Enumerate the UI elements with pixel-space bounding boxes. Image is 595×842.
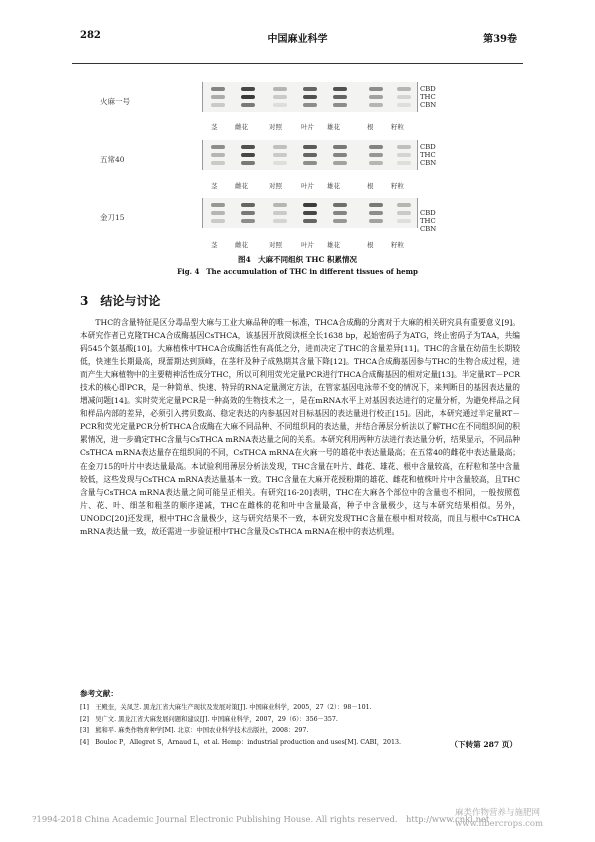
tissue-label: 根 — [367, 182, 374, 190]
tlc-band — [241, 103, 255, 107]
tlc-band — [303, 219, 317, 223]
tlc-band — [333, 103, 347, 107]
tlc-band — [397, 87, 411, 91]
tlc-band — [333, 95, 347, 99]
tissue-label: 茎 — [211, 241, 218, 249]
tissue-label: 籽粒 — [391, 182, 404, 190]
tissue-label: 籽粒 — [391, 241, 404, 249]
tissue-label: 雄花 — [327, 123, 340, 131]
band-label-thc: THC — [420, 151, 436, 159]
tlc-band — [211, 211, 225, 215]
tissue-label: 籽粒 — [391, 123, 404, 131]
copyright-footer: ?1994-2018 China Academic Journal Electronic Publishing House. All rights reserved. http://www.cnki.net — [32, 814, 490, 824]
tlc-band — [241, 95, 255, 99]
reference-item: [2] 吴广文. 黑龙江省大麻发展问题和建议[J]. 中国麻业科学，2007，29（6）：356－357. — [80, 715, 338, 723]
tlc-band — [273, 95, 287, 99]
reference-item: [1] 王殿奎，关凤芝. 黑龙江省大麻生产现状及发展对策[J]. 中国麻业科学，2005，27（2）：98－101. — [80, 704, 372, 711]
tlc-band — [369, 211, 383, 215]
continued-note: （下转第 287 页） — [450, 740, 517, 749]
tlc-band — [369, 203, 383, 207]
tlc-band — [397, 145, 411, 149]
reference-item: [4] Bouloc P，Allegret S，Arnaud L，et al. Hemp：industrial production and uses[M]. CABI，2013. — [80, 738, 402, 746]
gel-panel — [202, 198, 418, 228]
gel-panel — [202, 140, 418, 170]
page-number: 282 — [80, 30, 101, 41]
header-rule — [72, 63, 523, 64]
tlc-band — [333, 211, 347, 215]
band-label-cbd: CBD — [420, 85, 436, 93]
tlc-band — [303, 153, 317, 157]
tlc-band — [369, 219, 383, 223]
tlc-band — [211, 145, 225, 149]
tissue-label: 雌花 — [235, 182, 248, 190]
tlc-band — [333, 203, 347, 207]
tlc-band — [397, 211, 411, 215]
tlc-band — [273, 145, 287, 149]
tlc-band — [369, 145, 383, 149]
references-heading: 参考文献： — [80, 689, 118, 698]
journal-title: 中国麻业科学 — [267, 34, 328, 45]
tlc-band — [241, 87, 255, 91]
band-labels — [420, 209, 436, 233]
tlc-band — [273, 203, 287, 207]
reference-item: [3] 熊和平. 麻类作物育种学[M]. 北京：中国农业科学技术出版社，2008：297. — [80, 727, 309, 734]
tissue-label: 对照 — [269, 123, 282, 131]
tlc-band — [333, 145, 347, 149]
tlc-band — [241, 219, 255, 223]
tlc-band — [241, 145, 255, 149]
tlc-band — [273, 103, 287, 107]
tlc-band — [303, 161, 317, 165]
tlc-band — [303, 145, 317, 149]
tlc-band — [397, 203, 411, 207]
section-title: 结论与讨论 — [100, 294, 161, 308]
tissue-label: 茎 — [211, 182, 218, 190]
body-paragraph: THC的含量特征是区分毒品型大麻与工业大麻品种的唯一标准，THCA合成酶的分离对于大麻的相关研究具有重要意义[9]。本研究作者已克隆THCA合成酶基因CsTHCA，该基因开放阅读框全长1638 bp，起始密码子为ATG，终止密码子为TAA，共编码545个氨基酸[10]。大麻植株中THCA合成酶活性有高低之分，进而决定了THC的含量差异[11]。THC的含量在幼苗生长期较低，快速生长期最高，现蕾期达到顶峰，在茎秆及种子成熟期其含量下降[12]。THCA合成酶基因参与THC的生物合成过程，进而产生大麻植物中的主要精神活性成分THC，所以可利用荧光定量PCR进行THCA合成酶基因的相对定量[13]。半定量RT－PCR技术的核心即PCR，是一种简单、快速、特异的RNA定量测定方法，在管家基因电泳带不变的情况下，来判断目的基因表达量的增减问题[14]。实时荧光定量PCR是一种高效的生物技术之一，是在mRNA水平上对基因表达进行的定量分析，为避免样品之间和样品内部的差异，必须引入拷贝数高、稳定表达的内参基因对目标基因的表达量进行校正[15]。因此，本研究通过半定量RT－PCR和荧光定量PCR分析THCA合成酶在大麻不同品种、不同组织间的表达量，并结合薄层分析法以了解THC在不同组织间的积累情况，进一步确定THC含量与CsTHCA mRNA表达量之间的关系。本研究利用两种方法进行表达量分析，结果显示，不同品种CsTHCA mRNA表达量存在组织间的不同，CsTHCA mRNA在火麻一号的雄花中表达量最高；在五常40的雌花中表达量最高；在金刀15的叶片中表达量最高。本试验利用薄层分析法发现，THC含量在叶片、雌花、雄花、根中含量较高，在籽粒和茎中含量较低，这些发现与CsTHCA mRNA表达量基本一致。THC含量在大麻开花授粉期的雄花、雌花和植株叶片中含量较高，且THC含量与CsTHCA mRNA表达量之间可能呈正相关。有研究[16-20]表明，THC在大麻各个部位中的含量也不相同，一般按照苞片、花、叶、细茎和粗茎的顺序递减，THC在雌株的花和叶中含量最高，种子中含量极少，这与本研究结果相似。另外，UNODC[20]还发现，根中THC含量极少，这与研究结果不一致，本研究发现THC含量在根中相对较高，而且与根中CsTHCA mRNA表达量一致，故还需进一步验证根中THC含量及CsTHCA mRNA在根中的表达机理。 — [80, 318, 520, 536]
tissue-label: 雄花 — [327, 241, 340, 249]
section-number: 3 — [80, 294, 89, 308]
tissue-label: 对照 — [269, 241, 282, 249]
tlc-band — [369, 103, 383, 107]
tissue-label: 雌花 — [235, 123, 248, 131]
tissue-label: 叶片 — [301, 241, 314, 249]
tlc-band — [397, 153, 411, 157]
tissue-label: 对照 — [269, 182, 282, 190]
variety-label: 金刀15 — [100, 213, 125, 222]
section-heading — [80, 292, 160, 309]
tissue-label: 根 — [367, 123, 374, 131]
tlc-band — [273, 87, 287, 91]
band-label-cbn: CBN — [420, 159, 437, 167]
site-watermark: 麻类作物营养与施肥网 www.fibercrops.com — [455, 808, 544, 829]
tlc-band — [211, 161, 225, 165]
tlc-band — [241, 203, 255, 207]
tissue-label: 叶片 — [301, 182, 314, 190]
tissue-label: 雌花 — [235, 241, 248, 249]
tlc-band — [303, 87, 317, 91]
tlc-band — [333, 161, 347, 165]
tlc-band — [369, 161, 383, 165]
tissue-label: 叶片 — [301, 123, 314, 131]
band-label-cbn: CBN — [420, 225, 437, 233]
band-label-cbd: CBD — [420, 209, 436, 217]
figure-caption-cn: 图4 大麻不同组织 THC 积累情况 — [237, 255, 358, 264]
tlc-band — [303, 95, 317, 99]
tlc-band — [333, 87, 347, 91]
tissue-label: 茎 — [211, 123, 218, 131]
tlc-band — [333, 153, 347, 157]
tissue-label: 根 — [367, 241, 374, 249]
tlc-band — [369, 95, 383, 99]
tlc-band — [303, 203, 317, 207]
tlc-band — [273, 211, 287, 215]
variety-label: 火麻一号 — [100, 97, 130, 106]
tissue-label: 雄花 — [327, 182, 340, 190]
tlc-band — [369, 153, 383, 157]
tlc-band — [211, 103, 225, 107]
tlc-band — [241, 153, 255, 157]
gel-panel — [202, 82, 418, 112]
figure-caption-en: Fig. 4 The accumulation of THC in different tissues of hemp — [177, 267, 418, 276]
tlc-band — [369, 87, 383, 91]
tlc-band — [397, 219, 411, 223]
tlc-band — [303, 103, 317, 107]
tlc-band — [397, 95, 411, 99]
band-label-cbn: CBN — [420, 101, 437, 109]
tlc-band — [211, 219, 225, 223]
tlc-band — [241, 211, 255, 215]
tlc-band — [397, 161, 411, 165]
tlc-band — [303, 211, 317, 215]
tlc-band — [241, 161, 255, 165]
tlc-band — [397, 103, 411, 107]
tlc-band — [273, 153, 287, 157]
tlc-band — [273, 219, 287, 223]
volume-label: 第39卷 — [483, 34, 517, 45]
band-labels — [420, 85, 436, 109]
variety-label: 五常40 — [100, 155, 125, 164]
tlc-band — [211, 153, 225, 157]
band-label-thc: THC — [420, 93, 436, 101]
band-label-cbd: CBD — [420, 143, 436, 151]
tlc-band — [273, 161, 287, 165]
tlc-band — [211, 87, 225, 91]
band-label-thc: THC — [420, 217, 436, 225]
band-labels — [420, 143, 436, 167]
tlc-band — [333, 219, 347, 223]
tlc-band — [211, 95, 225, 99]
tlc-band — [211, 203, 225, 207]
